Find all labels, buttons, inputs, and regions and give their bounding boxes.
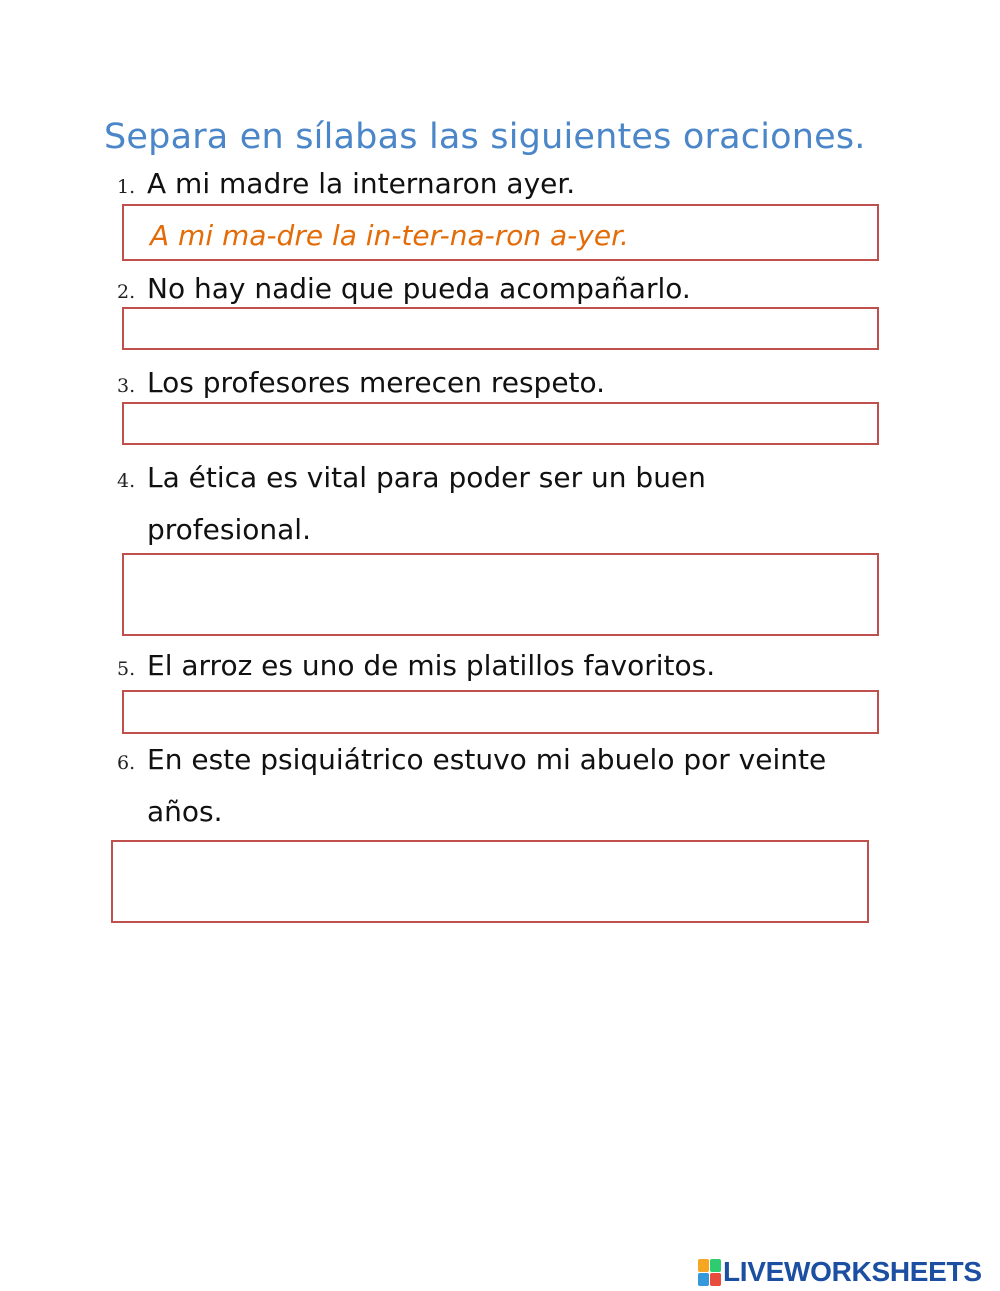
answer-box-2[interactable] [122, 307, 879, 350]
logo-square-icon [698, 1259, 709, 1272]
logo-square-icon [698, 1273, 709, 1286]
liveworksheets-brand[interactable] [698, 1256, 982, 1288]
brand-name: LIVEWORKSHEETS [723, 1256, 982, 1287]
sentence: En este psiquiátrico estuvo mi abuelo por veinte años. [147, 743, 827, 828]
worksheet-title: Separa en sílabas las siguientes oraciones. [104, 117, 866, 157]
sentence: La ética es vital para poder ser un buen profesional. [147, 461, 706, 546]
sentence: El arroz es uno de mis platillos favoritos. [147, 649, 716, 682]
item-number: 1. [117, 176, 136, 198]
liveworksheets-logo-icon [698, 1259, 720, 1285]
item-number: 3. [117, 375, 136, 397]
sentence: Los profesores merecen respeto. [147, 366, 606, 399]
item-number: 5. [117, 658, 136, 680]
logo-square-icon [710, 1259, 721, 1272]
item-number: 4. [117, 470, 136, 492]
answer-box-3[interactable] [122, 402, 879, 445]
item-number: 2. [117, 281, 136, 303]
answer-text: A mi ma-dre la in-ter-na-ron a-yer. [150, 219, 629, 252]
logo-square-icon [710, 1273, 721, 1286]
item-number: 6. [117, 752, 136, 774]
answer-box-1[interactable] [122, 204, 879, 261]
answer-box-5[interactable] [122, 690, 879, 734]
sentence: No hay nadie que pueda acompañarlo. [147, 272, 691, 305]
sentence: A mi madre la internaron ayer. [147, 167, 576, 200]
answer-box-6[interactable] [111, 840, 869, 923]
answer-box-4[interactable] [122, 553, 879, 636]
